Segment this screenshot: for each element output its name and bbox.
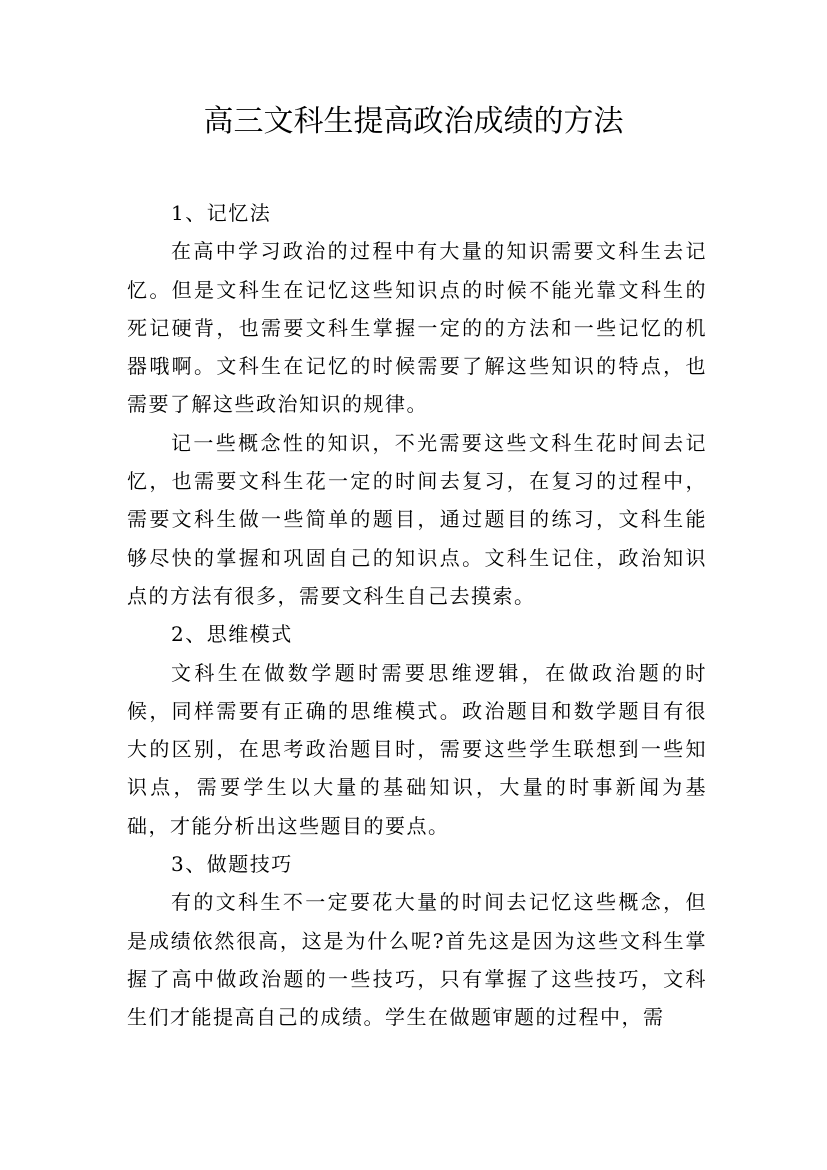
section-memory-method — [127, 194, 707, 615]
paragraph: 在高中学习政治的过程中有大量的知识需要文科生去记忆。但是文科生在记忆这些知识点的时候不能光靠文科生的死记硬背，也需要文科生掌握一定的的方法和一些记忆的机器哦啊。文科生在记忆的时候需要了解这些知识的特点，也需要了解这些政治知识的规律。 — [127, 239, 707, 417]
section-thinking-mode — [127, 615, 707, 845]
document-title: 高三文科生提高政治成绩的方法 — [203, 104, 624, 139]
section-heading: 1、记忆法 — [171, 201, 272, 225]
section-heading: 2、思维模式 — [171, 622, 293, 647]
section-problem-solving-skills — [127, 845, 707, 1036]
document-body — [127, 194, 707, 1037]
section-heading: 3、做题技巧 — [171, 852, 293, 877]
paragraph: 文科生在做数学题时需要思维逻辑，在做政治题的时候，同样需要有正确的思维模式。政治题目和数学题目有很大的区别，在思考政治题目时，需要这些学生联想到一些知识点，需要学生以大量的基础知识，大量的时事新闻为基础，才能分析出这些题目的要点。 — [127, 660, 707, 838]
paragraph: 记一些概念性的知识，不光需要这些文科生花时间去记忆，也需要文科生花一定的时间去复习，在复习的过程中，需要文科生做一些简单的题目，通过题目的练习，文科生能够尽快的掌握和巩固自己的知识点。文科生记住，政治知识点的方法有很多，需要文科生自己去摸索。 — [127, 430, 707, 608]
paragraph: 有的文科生不一定要花大量的时间去记忆这些概念，但是成绩依然很高，这是为什么呢?首先这是因为这些文科生掌握了高中做政治题的一些技巧，只有掌握了这些技巧，文科生们才能提高自己的成绩。学生在做题审题的过程中，需 — [127, 890, 707, 1030]
